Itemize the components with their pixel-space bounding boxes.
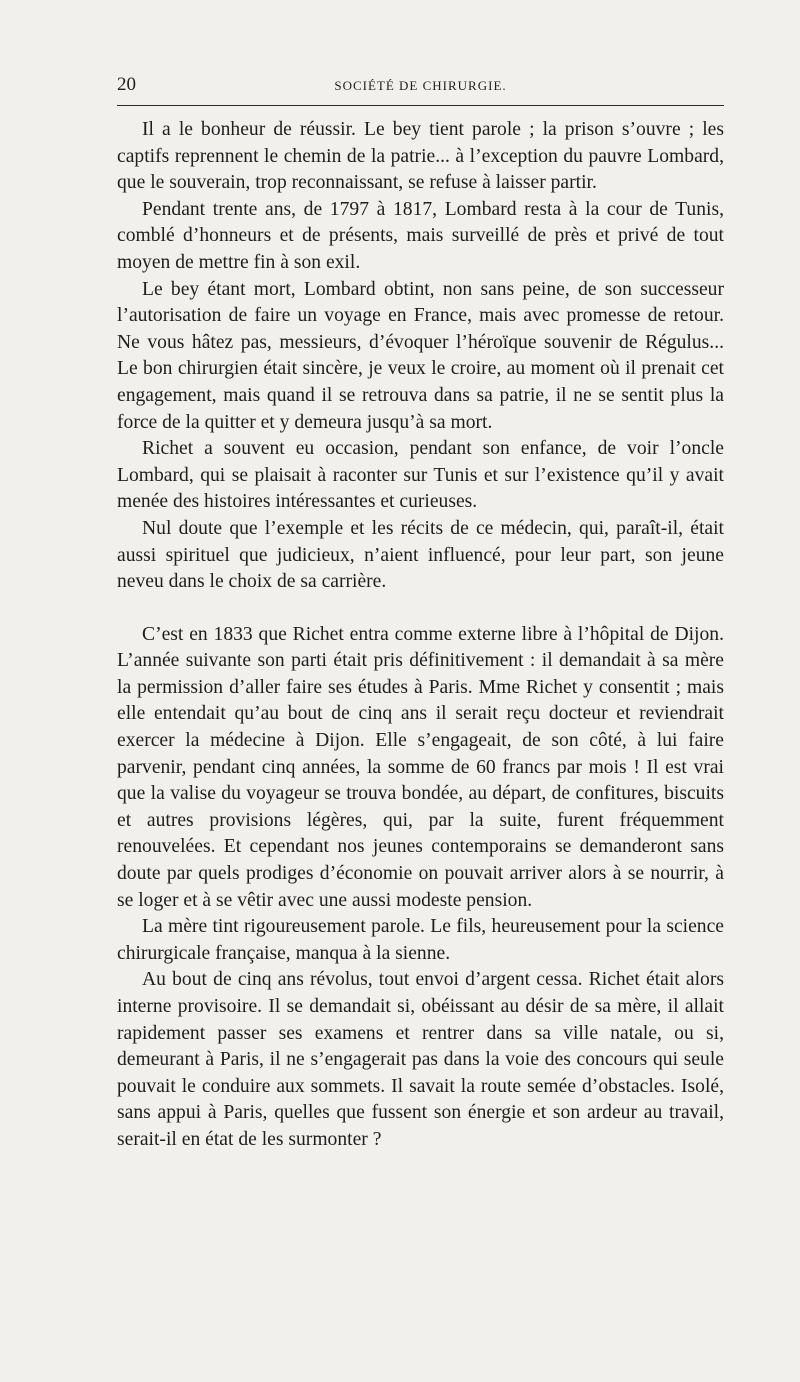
paragraph: Le bey étant mort, Lombard obtint, non sans peine, de son successeur l’autorisation de faire un voyage en France, mais avec promesse de retour. Ne vous hâtez pas, messieurs, d’évoquer l’héroïque souvenir de Régulus... Le bon chirurgien était sincère, je veux le croire, au moment où il prenait cet engagement, mais quand il se retrouva dans sa patrie, il ne se sentit plus la force de la quitter et y demeura jusqu’à sa mort. <box>117 278 724 433</box>
paragraph: Richet a souvent eu occasion, pendant son enfance, de voir l’oncle Lombard, qui se plaisait à raconter sur Tunis et sur l’existence qu’il y avait menée des histoires intéressantes et curieuses. <box>117 438 724 513</box>
running-title: SOCIÉTÉ DE CHIRURGIE. <box>334 78 507 93</box>
body-text <box>117 117 724 1154</box>
paragraph: C’est en 1833 que Richet entra comme externe libre à l’hôpital de Dijon. L’année suivante son parti était pris définitivement : il demandait à sa mère la permission d’aller faire ses études à Paris. Mme Richet y consentit ; mais elle entendait qu’au bout de cinq ans il serait reçu docteur et reviendrait exercer la médecine à Dijon. Elle s’engageait, de son côté, à lui faire parvenir, pendant cinq années, la somme de 60 francs par mois ! Il est vrai que la valise du voyageur se trouva bondée, au départ, de confitures, biscuits et autres provisions légères, qui, par la suite, furent fréquemment renouvelées. Et cependant nos jeunes contemporains se demanderont sans doute par quels prodiges d’économie on pouvait arriver alors à se nourrir, à se loger et à se vêtir avec une aussi modeste pension. <box>117 623 724 911</box>
page-header <box>117 74 724 100</box>
paragraph: Pendant trente ans, de 1797 à 1817, Lombard resta à la cour de Tunis, comblé d’honneurs et de présents, mais surveillé de près et privé de tout moyen de mettre fin à son exil. <box>117 198 724 273</box>
paragraph: Nul doute que l’exemple et les récits de ce médecin, qui, paraît-il, était aussi spirituel que judicieux, n’aient influencé, pour leur part, son jeune neveu dans le choix de sa carrière. <box>117 517 724 593</box>
section-gap <box>117 596 724 622</box>
page-number: 20 <box>117 74 136 95</box>
header-rule <box>117 105 724 106</box>
paragraph: La mère tint rigoureusement parole. Le fils, heureusement pour la science chirurgicale française, manqua à la sienne. <box>117 916 724 964</box>
paragraph: Il a le bonheur de réussir. Le bey tient parole ; la prison s’ouvre ; les captifs reprennent le chemin de la patrie... à l’exception du pauvre Lombard, que le souverain, trop reconnaissant, se refuse à laisser partir. <box>117 119 724 194</box>
paragraph: Au bout de cinq ans révolus, tout envoi d’argent cessa. Richet était alors interne provisoire. Il se demandait si, obéissant au désir de sa mère, il allait rapidement passer ses examens et rentrer dans sa ville natale, ou si, demeurant à Paris, il ne s’engagerait pas dans la voie des concours qui seule pouvait le conduire aux sommets. Il savait la route semée d’obstacles. Isolé, sans appui à Paris, quelles que fussent son énergie et son ardeur au travail, serait-il en état de les surmonter ? <box>117 969 724 1150</box>
